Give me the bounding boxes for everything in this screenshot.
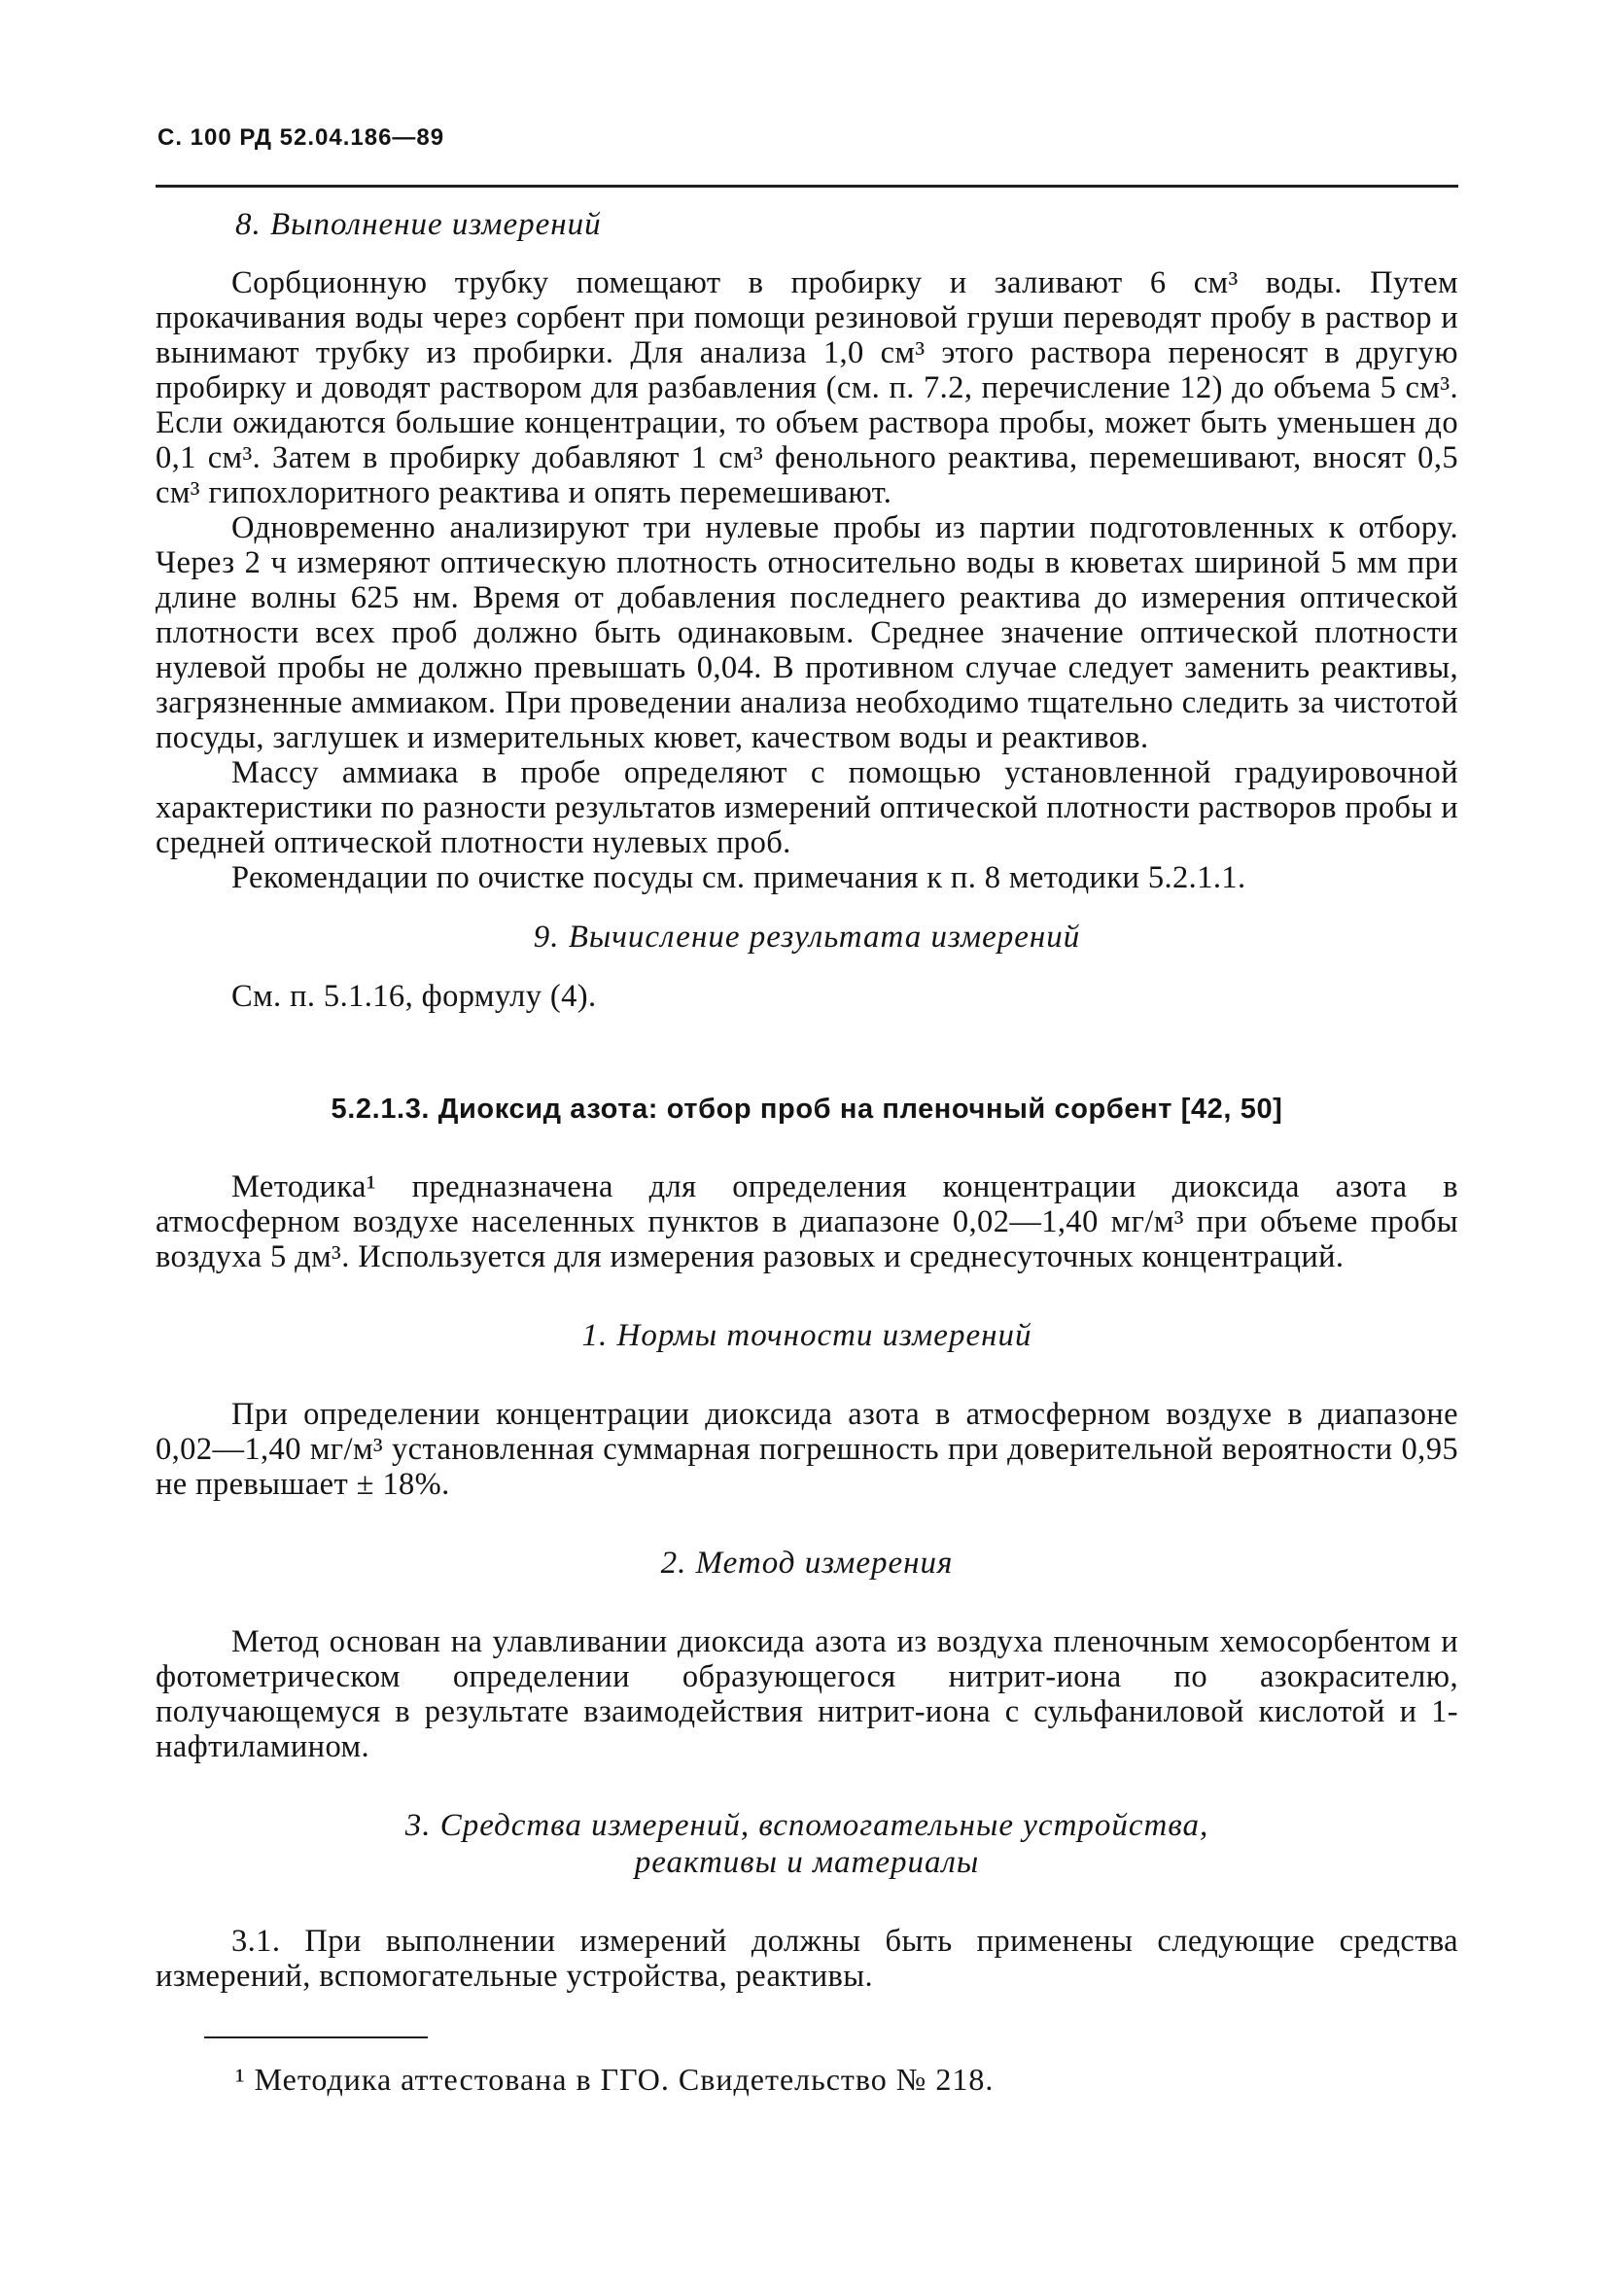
section-8-paragraph-1: Сорбционную трубку помещают в пробирку и заливают 6 см³ воды. Путем прокачивания воды через сорбент при помощи резиновой груши переводят пробу в раствор и вынимают трубку из пробирки. Для анализа 1,0 см³ этого раствора переносят в другую пробирку и доводят раствором для разбавления (см. п. 7.2, перечисление 12) до объема 5 см³. Если ожидаются большие концентрации, то объем раствора пробы, может быть уменьшен до 0,1 см³. Затем в пробирку добавляют 1 см³ фенольного реактива, перемешивают, вносят 0,5 см³ гипохлоритного реактива и опять перемешивают. <box>156 265 1458 510</box>
subsection-intro-paragraph: Методика¹ предназначена для определения концентрации диоксида азота в атмосферном воздухе населенных пунктов в диапазоне 0,02—1,40 мг/м³ при объеме пробы воздуха 5 дм³. Используется для измерения разовых и среднесуточных концентраций. <box>156 1169 1458 1274</box>
section-8-paragraph-3: Массу аммиака в пробе определяют с помощью установленной градуировочной характеристики по разности результатов измерений оптической плотности растворов пробы и средней оптической плотности нулевых проб. <box>156 755 1458 860</box>
footnote: ¹ Методика аттестована в ГГО. Свидетельство № 218. <box>235 2062 995 2097</box>
section-8-title: 8. Выполнение измерений <box>235 207 602 242</box>
section-3-title-line-2: реактивы и материалы <box>634 1845 980 1880</box>
header-divider <box>156 185 1458 188</box>
section-8-paragraph-4: Рекомендации по очистке посуды см. примечания к п. 8 методики 5.2.1.1. <box>231 860 1246 895</box>
section-1-title: 1. Нормы точности измерений <box>581 1318 1032 1353</box>
page-header: С. 100 РД 52.04.186—89 <box>157 124 445 151</box>
section-3-title-line-1: 3. Средства измерений, вспомогательные устройства, <box>404 1808 1209 1843</box>
section-9-title: 9. Вычисление результата измерений <box>533 920 1081 955</box>
section-9-paragraph: См. п. 5.1.16, формулу (4). <box>231 979 597 1014</box>
section-8-paragraph-2: Одновременно анализируют три нулевые пробы из партии подготовленных к отбору. Через 2 ч измеряют оптическую плотность относительно воды в кюветах шириной 5 мм при длине волны 625 нм. Время от добавления последнего реактива до измерения оптической плотности всех проб должно быть одинаковым. Среднее значение оптической плотности нулевой пробы не должно превышать 0,04. В противном случае следует заменить реактивы, загрязненные аммиаком. При проведении анализа необходимо тщательно следить за чистотой посуды, заглушек и измерительных кювет, качеством воды и реактивов. <box>156 510 1458 755</box>
section-3-paragraph: 3.1. При выполнении измерений должны быть применены следующие средства измерений, вспомогательные устройства, реактивы. <box>156 1924 1458 1994</box>
document-page <box>156 124 1458 2097</box>
section-2-paragraph: Метод основан на улавливании диоксида азота из воздуха пленочным хемосорбентом и фотометрическом определении образующегося нитрит-иона по азокрасителю, получающемуся в результате взаимодействия нитрит-иона с сульфаниловой кислотой и 1-нафтиламином. <box>156 1624 1458 1764</box>
section-2-title: 2. Метод измерения <box>660 1546 954 1581</box>
subsection-5-2-1-3-title: 5.2.1.3. Диоксид азота: отбор проб на пленочный сорбент [42, 50] <box>331 1094 1283 1125</box>
section-1-paragraph: При определении концентрации диоксида азота в атмосферном воздухе в диапазоне 0,02—1,40 мг/м³ установленная суммарная погрешность при доверительной вероятности 0,95 не превышает ± 18%. <box>156 1397 1458 1502</box>
